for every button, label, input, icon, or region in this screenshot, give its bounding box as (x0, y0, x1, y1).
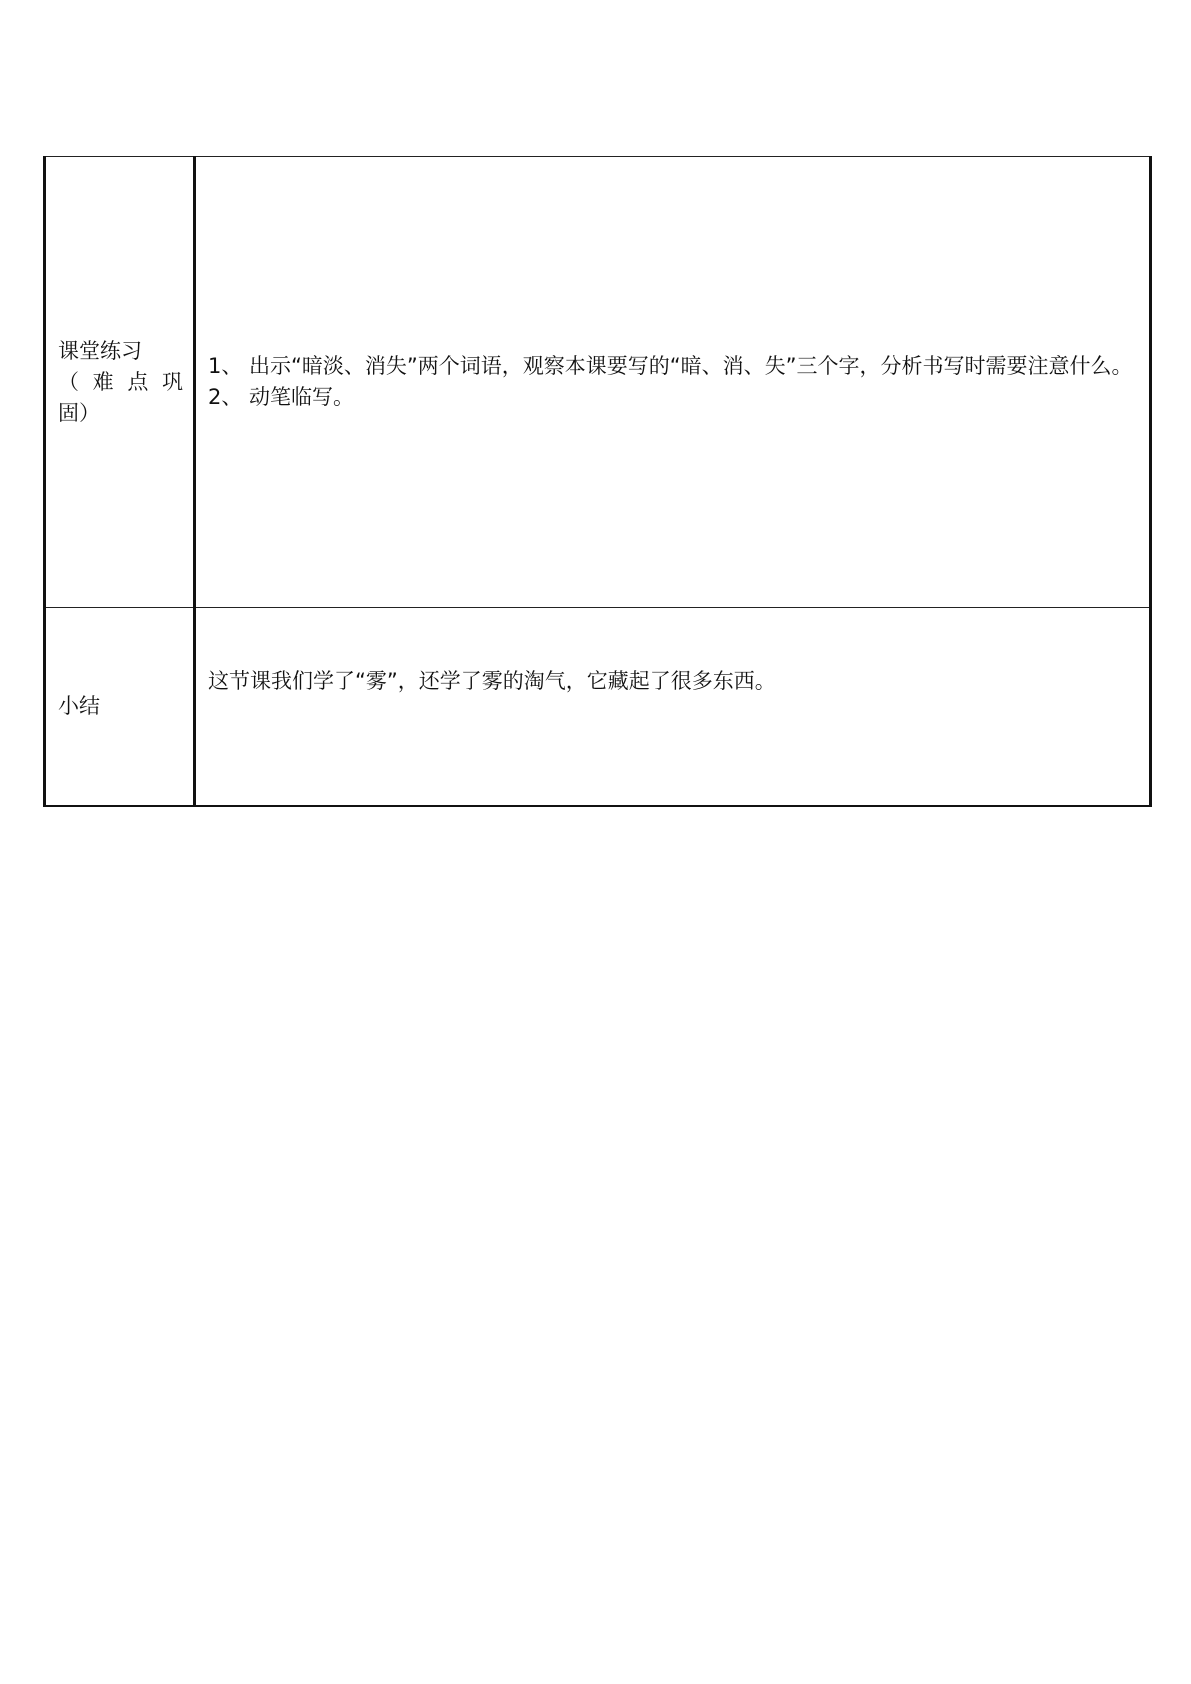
summary-label: 小结 (58, 693, 100, 718)
summary-text: 这节课我们学了“雾”，还学了雾的淘气，它藏起了很多东西。 (208, 669, 776, 694)
table-row (45, 608, 1151, 806)
row-label-cell (45, 608, 195, 806)
exercise-item-2: 2、 动笔临写。 (208, 385, 355, 409)
table-row (45, 157, 1151, 608)
row-content-cell (195, 157, 1151, 608)
row-label: 课堂练习 (58, 338, 142, 363)
lesson-plan-table (43, 156, 1152, 807)
row-label-sub-end: 固） (58, 400, 100, 425)
row-label-sub: （ 难 点 巩 (58, 369, 183, 394)
exercise-item-1: 1、 出示“暗淡、消失”两个词语，观察本课要写的“暗、消、失”三个字，分析书写时需要注意什么。 (208, 354, 1133, 378)
row-label-cell (45, 157, 195, 608)
row-content-cell (195, 608, 1151, 806)
